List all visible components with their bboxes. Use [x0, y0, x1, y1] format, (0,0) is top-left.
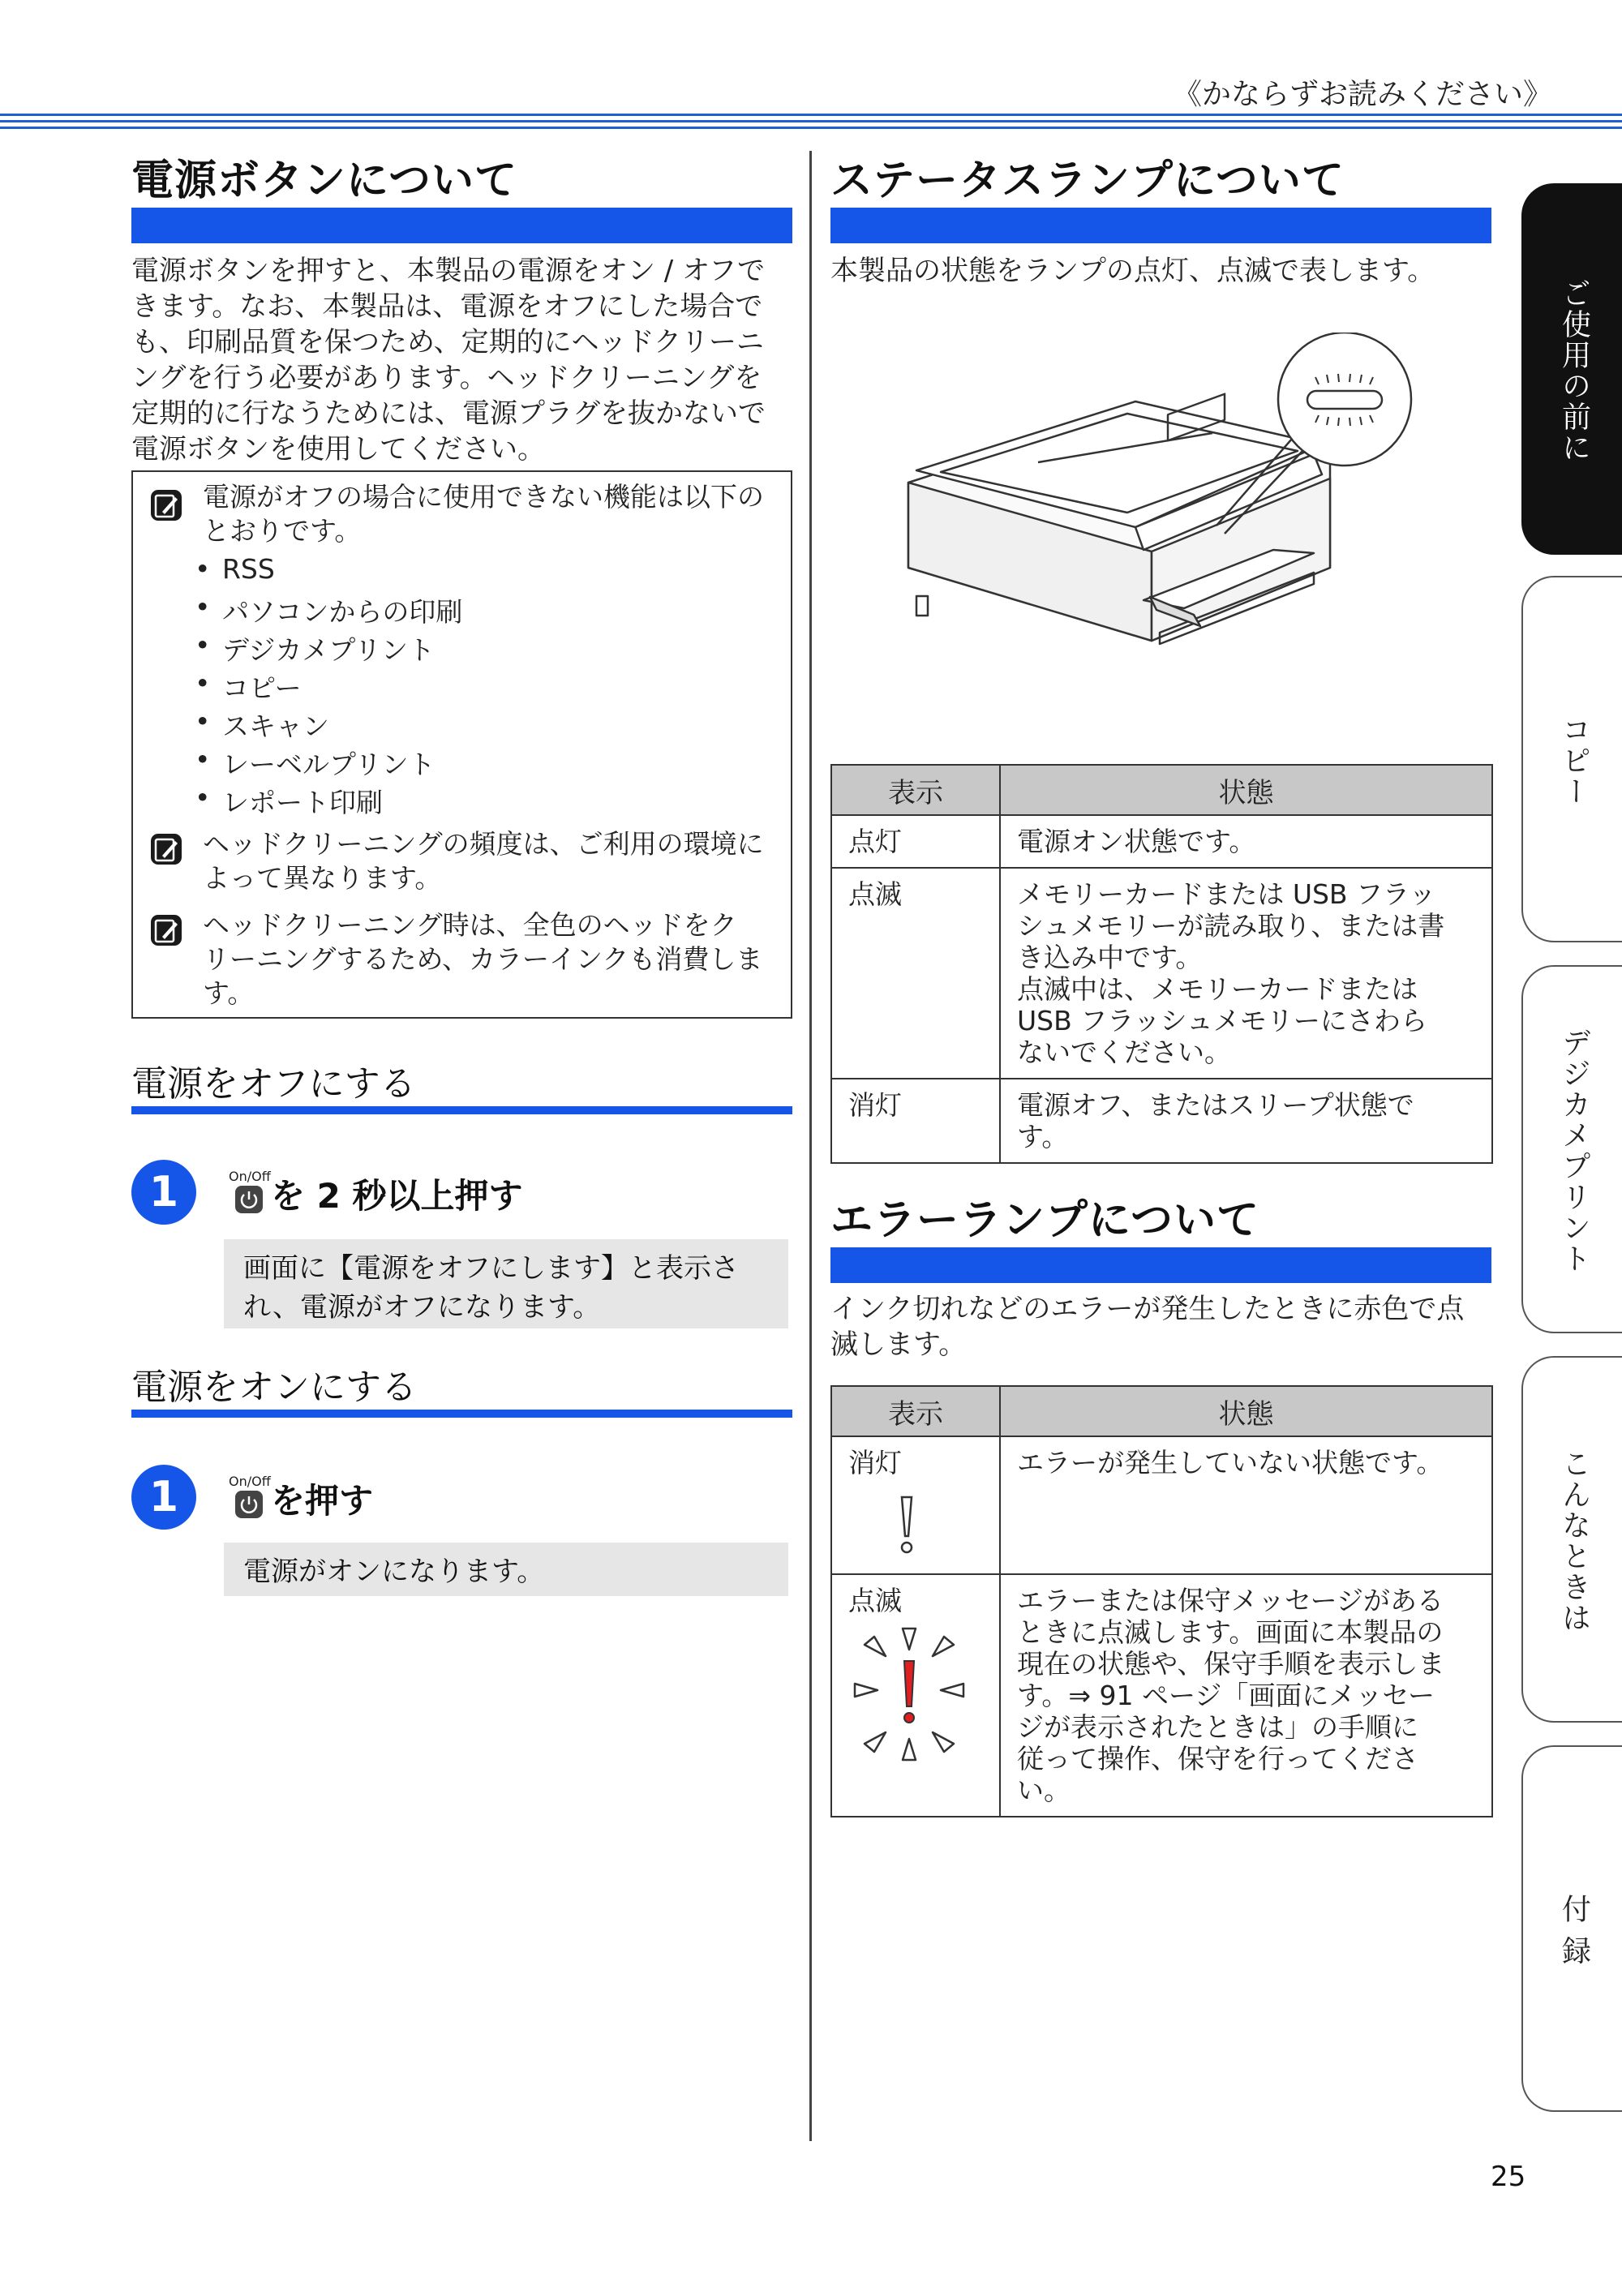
error-lamp-blinking-icon	[848, 1622, 970, 1768]
step-number: 1	[131, 1465, 196, 1530]
note-pencil-icon	[151, 915, 182, 946]
power-button-body: 電源ボタンを押すと、本製品の電源をオン / オフで きます。なお、本製品は、電源をオフにした場合で も、印刷品質を保つため、定期的にヘッドクリーニ ングを行う必要があります。ヘッドクリーニングを 定期的に行なうためには、電源プラグを抜かないで 電源ボタンを使用してください。	[131, 255, 766, 466]
error-lamp-table	[830, 1385, 1493, 1817]
power-off-rule	[131, 1106, 792, 1114]
note-pencil-icon	[151, 834, 182, 865]
bullet-item: • デジカメプリント	[222, 629, 435, 667]
tab-appendix[interactable]: 付 録	[1521, 1745, 1622, 2112]
power-off-result: 画面に【電源をオフにします】と表示さ れ、電源がオフになります。	[224, 1239, 788, 1328]
printer-illustration	[892, 333, 1427, 706]
note-1-text: 電源がオフの場合に使用できない機能は以下の とおりです。	[203, 481, 765, 547]
error-lamp-title: エラーランプについて	[830, 1196, 1259, 1245]
note-pencil-icon	[151, 490, 182, 521]
power-button-title-bar	[131, 208, 792, 243]
header-rule-bottom	[0, 127, 1622, 129]
column-divider	[809, 151, 812, 2141]
onoff-tag: On/Off	[229, 1474, 271, 1489]
bullet-item: • コピー	[222, 667, 302, 706]
table-row: 点滅 メモリーカードまたは USB フラッ シュメモリーが読み取り、または書 き込み中です。 点滅中は、メモリーカードまたは USB フラッシュメモリーにさわら ないでください。	[831, 868, 1492, 1079]
power-off-step-label: を 2 秒以上押す	[271, 1176, 523, 1216]
power-button-icon	[235, 1491, 263, 1518]
note-2-text: ヘッドクリーニングの頻度は、ご利用の環境に よって異なります。	[203, 828, 764, 894]
note-box	[131, 470, 792, 1019]
tab-troubleshooting[interactable]: こんなときは	[1521, 1356, 1622, 1723]
power-on-step-label: を押す	[271, 1481, 374, 1521]
power-button-title: 電源ボタンについて	[131, 157, 517, 205]
power-on-title: 電源をオンにする	[131, 1367, 417, 1408]
onoff-tag: On/Off	[229, 1169, 271, 1184]
error-lamp-title-bar	[830, 1247, 1491, 1283]
bullet-item: • パソコンからの印刷	[222, 591, 462, 629]
bullet-item: • レポート印刷	[222, 782, 383, 820]
tab-copy[interactable]: コピー	[1521, 576, 1622, 942]
table-header: 表示	[831, 765, 1000, 815]
table-header: 状態	[1000, 1386, 1492, 1436]
table-row: 消灯 エラーが発生していない状態です。	[831, 1436, 1492, 1574]
step-number: 1	[131, 1160, 196, 1225]
page-number: 25	[1491, 2161, 1526, 2193]
power-on-rule	[131, 1410, 792, 1418]
power-button-icon	[235, 1186, 263, 1213]
bullet-item: • スキャン	[222, 706, 329, 744]
note-3-text: ヘッドクリーニング時は、全色のヘッドをク リーニングするため、カラーインクも消費しま す。	[203, 909, 763, 1009]
power-on-result: 電源がオンになります。	[224, 1543, 788, 1596]
header-rule-mid	[0, 120, 1622, 122]
status-lamp-table	[830, 764, 1493, 1164]
status-lamp-title: ステータスランプについて	[830, 157, 1345, 205]
header-rule-top	[0, 114, 1622, 116]
table-header: 表示	[831, 1386, 1000, 1436]
bullet-item: • RSS	[222, 553, 275, 585]
tab-before-use[interactable]: ご使用の前に	[1521, 183, 1622, 555]
status-lamp-title-bar	[830, 208, 1491, 243]
table-header: 状態	[1000, 765, 1492, 815]
error-lamp-off-icon	[897, 1494, 916, 1559]
tab-photo-print[interactable]: デジカメプリント	[1521, 965, 1622, 1333]
table-row: 点滅 エラーまたは保守メッセージがある ときに点滅します。画面に本製品の 現在の状態や、保守手順を表示しま す。⇒ 91 ページ「画面にメッセー ジが表示されたときは」の手順に 従って操作、保守を行ってくださ い。	[831, 1574, 1492, 1817]
header-text: 《かならずお読みください》	[1172, 78, 1552, 111]
power-off-title: 電源をオフにする	[131, 1063, 416, 1105]
table-row: 点灯 電源オン状態です。	[831, 815, 1492, 868]
bullet-item: • レーベルプリント	[222, 744, 436, 782]
error-lamp-intro: インク切れなどのエラーが発生したときに赤色で点 滅します。	[830, 1293, 1465, 1361]
status-lamp-intro: 本製品の状態をランプの点灯、点滅で表します。	[830, 255, 1435, 287]
table-row: 消灯 電源オフ、またはスリープ状態で す。	[831, 1079, 1492, 1163]
